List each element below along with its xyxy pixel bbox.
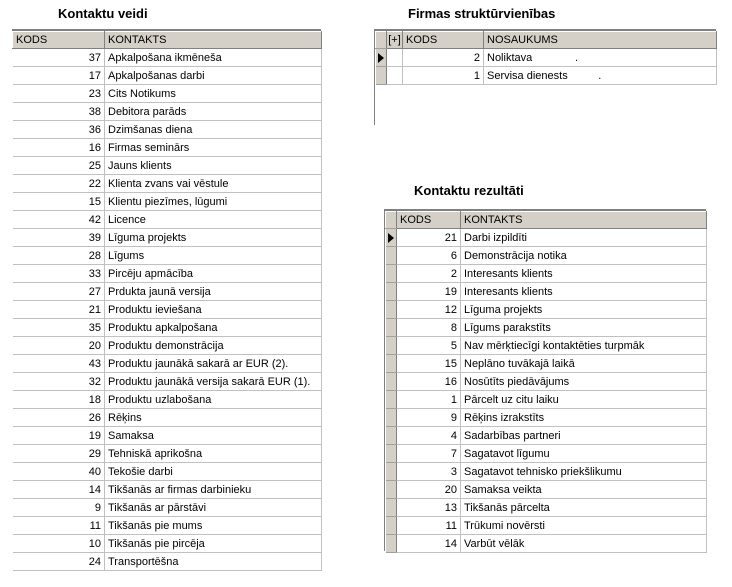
kontakts-cell[interactable]: Debitora parāds [105, 103, 322, 121]
kontakts-cell[interactable]: Sagatavot līgumu [461, 445, 707, 463]
kods-cell[interactable]: 33 [13, 265, 105, 283]
table-row[interactable] [386, 319, 707, 337]
table-row[interactable] [386, 337, 707, 355]
table-row[interactable] [13, 85, 322, 103]
table-row[interactable] [13, 103, 322, 121]
kontakts-cell[interactable]: Transportēšna [105, 553, 322, 571]
kods-cell[interactable]: 14 [13, 481, 105, 499]
kods-cell[interactable]: 19 [397, 283, 461, 301]
row-indicator[interactable] [386, 373, 397, 391]
kontakts-cell[interactable]: Klienta zvans vai vēstule [105, 175, 322, 193]
row-indicator-header [386, 212, 397, 229]
table-row[interactable] [386, 445, 707, 463]
kontakts-cell[interactable]: Prdukta jaunā versija [105, 283, 322, 301]
kontakts-cell[interactable]: Rēķins izrakstīts [461, 409, 707, 427]
kods-cell[interactable]: 14 [397, 535, 461, 553]
kods-cell[interactable]: 7 [397, 445, 461, 463]
table-row[interactable] [13, 193, 322, 211]
current-row-arrow-icon [388, 233, 394, 243]
kods-cell[interactable]: 35 [13, 319, 105, 337]
kontakts-cell[interactable]: Līgums parakstīts [461, 319, 707, 337]
kods-cell[interactable]: 25 [13, 157, 105, 175]
kontaktu-rezultati-grid[interactable] [385, 211, 707, 553]
column-header-kods[interactable]: KODS [397, 212, 461, 229]
firmas-struktur-grid[interactable] [375, 31, 717, 85]
row-indicator[interactable] [386, 481, 397, 499]
nosaukums-cell[interactable]: Servisa dienests . [484, 67, 717, 85]
column-header-kods[interactable]: KODS [13, 32, 105, 49]
kontakts-cell[interactable]: Dzimšanas diena [105, 121, 322, 139]
kods-cell[interactable]: 16 [13, 139, 105, 157]
row-indicator[interactable] [386, 355, 397, 373]
kods-cell[interactable]: 13 [397, 499, 461, 517]
row-indicator[interactable] [386, 229, 397, 247]
table-row[interactable] [376, 49, 717, 67]
table-row[interactable] [386, 283, 707, 301]
kontakts-cell[interactable]: Līguma projekts [461, 301, 707, 319]
kontakts-cell[interactable]: Klientu piezīmes, lūgumi [105, 193, 322, 211]
kods-cell[interactable]: 5 [397, 337, 461, 355]
table-row[interactable] [13, 175, 322, 193]
row-indicator[interactable] [376, 67, 387, 85]
kods-cell[interactable]: 19 [13, 427, 105, 445]
kontaktu-veidi-grid[interactable] [12, 31, 322, 571]
kods-cell[interactable]: 43 [13, 355, 105, 373]
kods-cell[interactable]: 3 [397, 463, 461, 481]
kontakts-cell[interactable]: Trūkumi novērsti [461, 517, 707, 535]
kods-cell[interactable]: 32 [13, 373, 105, 391]
table-row[interactable] [13, 337, 322, 355]
kods-cell[interactable]: 23 [13, 85, 105, 103]
kontakts-cell[interactable]: Tikšanās ar firmas darbinieku [105, 481, 322, 499]
column-header-kods[interactable]: KODS [403, 32, 484, 49]
table-row[interactable] [13, 517, 322, 535]
kontakts-cell[interactable]: Līgums [105, 247, 322, 265]
kods-cell[interactable]: 22 [13, 175, 105, 193]
table-row[interactable] [386, 391, 707, 409]
kods-cell[interactable]: 12 [397, 301, 461, 319]
table-row[interactable] [386, 355, 707, 373]
kontakts-cell[interactable]: Firmas seminārs [105, 139, 322, 157]
table-row[interactable] [13, 391, 322, 409]
kods-cell[interactable]: 40 [13, 463, 105, 481]
table-row[interactable] [13, 445, 322, 463]
row-indicator[interactable] [386, 283, 397, 301]
kontakts-cell[interactable]: Apkalpošanas darbi [105, 67, 322, 85]
row-indicator[interactable] [386, 499, 397, 517]
kontaktu-veidi-title: Kontaktu veidi [58, 6, 148, 21]
kontakts-cell[interactable]: Jauns klients [105, 157, 322, 175]
table-row[interactable] [386, 463, 707, 481]
table-row[interactable] [13, 301, 322, 319]
kontakts-cell[interactable]: Tehniskā aprikošna [105, 445, 322, 463]
table-row[interactable] [386, 265, 707, 283]
kods-cell[interactable]: 6 [397, 247, 461, 265]
table-row[interactable] [386, 481, 707, 499]
column-header-kontakts[interactable]: KONTAKTS [105, 32, 322, 49]
row-indicator[interactable] [386, 265, 397, 283]
kontakts-cell[interactable]: Tekošie darbi [105, 463, 322, 481]
kontakts-cell[interactable]: Sadarbības partneri [461, 427, 707, 445]
table-row[interactable] [13, 319, 322, 337]
table-row[interactable] [13, 211, 322, 229]
kods-cell[interactable]: 24 [13, 553, 105, 571]
table-row[interactable] [386, 373, 707, 391]
table-row[interactable] [13, 67, 322, 85]
kods-cell[interactable]: 36 [13, 121, 105, 139]
kontakts-cell[interactable]: Interesants klients [461, 265, 707, 283]
table-row[interactable] [13, 49, 322, 67]
kods-cell[interactable]: 11 [397, 517, 461, 535]
kods-cell[interactable]: 10 [13, 535, 105, 553]
kods-cell[interactable]: 2 [403, 49, 484, 67]
row-indicator[interactable] [386, 409, 397, 427]
table-row[interactable] [386, 247, 707, 265]
kods-cell[interactable]: 20 [397, 481, 461, 499]
kontakts-cell[interactable]: Tikšanās pie pircēja [105, 535, 322, 553]
row-indicator[interactable] [386, 535, 397, 553]
table-row[interactable] [13, 499, 322, 517]
current-row-arrow-icon [378, 53, 384, 63]
kods-cell[interactable]: 20 [13, 337, 105, 355]
kontakts-cell[interactable]: Tikšanās pārcelta [461, 499, 707, 517]
kods-cell[interactable]: 39 [13, 229, 105, 247]
column-header-nosaukums[interactable]: NOSAUKUMS [484, 32, 717, 49]
table-row[interactable] [13, 283, 322, 301]
kontakts-cell[interactable]: Līguma projekts [105, 229, 322, 247]
table-row[interactable] [386, 409, 707, 427]
row-indicator[interactable] [386, 427, 397, 445]
row-indicator[interactable] [386, 337, 397, 355]
table-row[interactable] [386, 427, 707, 445]
kods-cell[interactable]: 26 [13, 409, 105, 427]
kontakts-cell[interactable]: Apkalpošana ikmēneša [105, 49, 322, 67]
table-row[interactable] [13, 139, 322, 157]
kontakts-cell[interactable]: Produktu ieviešana [105, 301, 322, 319]
kontakts-cell[interactable]: Tikšanās pie mums [105, 517, 322, 535]
kods-cell[interactable]: 16 [397, 373, 461, 391]
table-row[interactable] [13, 481, 322, 499]
table-row[interactable] [13, 553, 322, 571]
row-indicator[interactable] [386, 463, 397, 481]
table-row[interactable] [376, 67, 717, 85]
kods-cell[interactable]: 9 [397, 409, 461, 427]
table-row[interactable] [386, 301, 707, 319]
kontakts-cell[interactable]: Produktu apkalpošana [105, 319, 322, 337]
kontakts-cell[interactable]: Produktu uzlabošana [105, 391, 322, 409]
table-row[interactable] [13, 373, 322, 391]
table-row[interactable] [13, 535, 322, 553]
table-row[interactable] [13, 463, 322, 481]
kods-cell[interactable]: 42 [13, 211, 105, 229]
table-row[interactable] [13, 265, 322, 283]
row-indicator[interactable] [386, 445, 397, 463]
kontakts-cell[interactable]: Produktu jaunākā sakarā ar EUR (2). [105, 355, 322, 373]
kontakts-cell[interactable]: Rēķins [105, 409, 322, 427]
row-indicator[interactable] [386, 301, 397, 319]
kontakts-cell[interactable]: Produktu demonstrācija [105, 337, 322, 355]
column-header-kontakts[interactable]: KONTAKTS [461, 212, 707, 229]
table-row[interactable] [13, 121, 322, 139]
kods-cell[interactable]: 2 [397, 265, 461, 283]
table-row[interactable] [13, 355, 322, 373]
kods-cell[interactable]: 18 [13, 391, 105, 409]
row-indicator[interactable] [386, 517, 397, 535]
table-row[interactable] [13, 409, 322, 427]
kods-cell[interactable]: 8 [397, 319, 461, 337]
kods-cell[interactable]: 29 [13, 445, 105, 463]
kods-cell[interactable]: 9 [13, 499, 105, 517]
kontakts-cell[interactable]: Darbi izpildīti [461, 229, 707, 247]
table-row[interactable] [13, 157, 322, 175]
kontakts-cell[interactable]: Sagatavot tehnisko priekšlikumu [461, 463, 707, 481]
expand-cell[interactable] [387, 67, 403, 85]
table-row[interactable] [386, 535, 707, 553]
kontakts-cell[interactable]: Cits Notikums [105, 85, 322, 103]
kontakts-cell[interactable]: Produktu jaunākā versija sakarā EUR (1). [105, 373, 322, 391]
kods-cell[interactable]: 38 [13, 103, 105, 121]
table-row[interactable] [13, 427, 322, 445]
row-indicator[interactable] [386, 247, 397, 265]
kods-cell[interactable]: 21 [13, 301, 105, 319]
kods-cell[interactable]: 15 [13, 193, 105, 211]
nosaukums-cell[interactable]: Noliktava . [484, 49, 717, 67]
firmas-struktur-title: Firmas struktūrvienības [408, 6, 556, 21]
table-row[interactable] [386, 517, 707, 535]
kontakts-cell[interactable]: Licence [105, 211, 322, 229]
row-indicator[interactable] [386, 391, 397, 409]
kontaktu-rezultati-title: Kontaktu rezultāti [414, 183, 524, 198]
kontakts-cell[interactable]: Nosūtīts piedāvājums [461, 373, 707, 391]
kontakts-cell[interactable]: Varbūt vēlāk [461, 535, 707, 553]
kontakts-cell[interactable]: Interesants klients [461, 283, 707, 301]
table-row[interactable] [13, 229, 322, 247]
kontakts-cell[interactable]: Pircēju apmācība [105, 265, 322, 283]
kods-cell[interactable]: 21 [397, 229, 461, 247]
kontakts-cell[interactable]: Nav mērķtiecīgi kontaktēties turpmāk [461, 337, 707, 355]
kontakts-cell[interactable]: Tikšanās ar pārstāvi [105, 499, 322, 517]
row-indicator[interactable] [376, 49, 387, 67]
kontakts-cell[interactable]: Samaksa [105, 427, 322, 445]
row-indicator[interactable] [386, 319, 397, 337]
kontakts-cell[interactable]: Samaksa veikta [461, 481, 707, 499]
row-indicator-header [376, 32, 387, 49]
table-row[interactable] [386, 499, 707, 517]
expand-cell[interactable] [387, 49, 403, 67]
kods-cell[interactable]: 28 [13, 247, 105, 265]
kods-cell[interactable]: 15 [397, 355, 461, 373]
kods-cell[interactable]: 27 [13, 283, 105, 301]
kods-cell[interactable]: 4 [397, 427, 461, 445]
kontakts-cell[interactable]: Demonstrācija notika [461, 247, 707, 265]
kods-cell[interactable]: 1 [397, 391, 461, 409]
kods-cell[interactable]: 11 [13, 517, 105, 535]
kontakts-cell[interactable]: Neplāno tuvākajā laikā [461, 355, 707, 373]
kods-cell[interactable]: 1 [403, 67, 484, 85]
table-row[interactable] [13, 247, 322, 265]
kods-cell[interactable]: 17 [13, 67, 105, 85]
expand-all-button[interactable]: [+] [387, 32, 403, 49]
kods-cell[interactable]: 37 [13, 49, 105, 67]
table-row[interactable] [386, 229, 707, 247]
kontakts-cell[interactable]: Pārcelt uz citu laiku [461, 391, 707, 409]
